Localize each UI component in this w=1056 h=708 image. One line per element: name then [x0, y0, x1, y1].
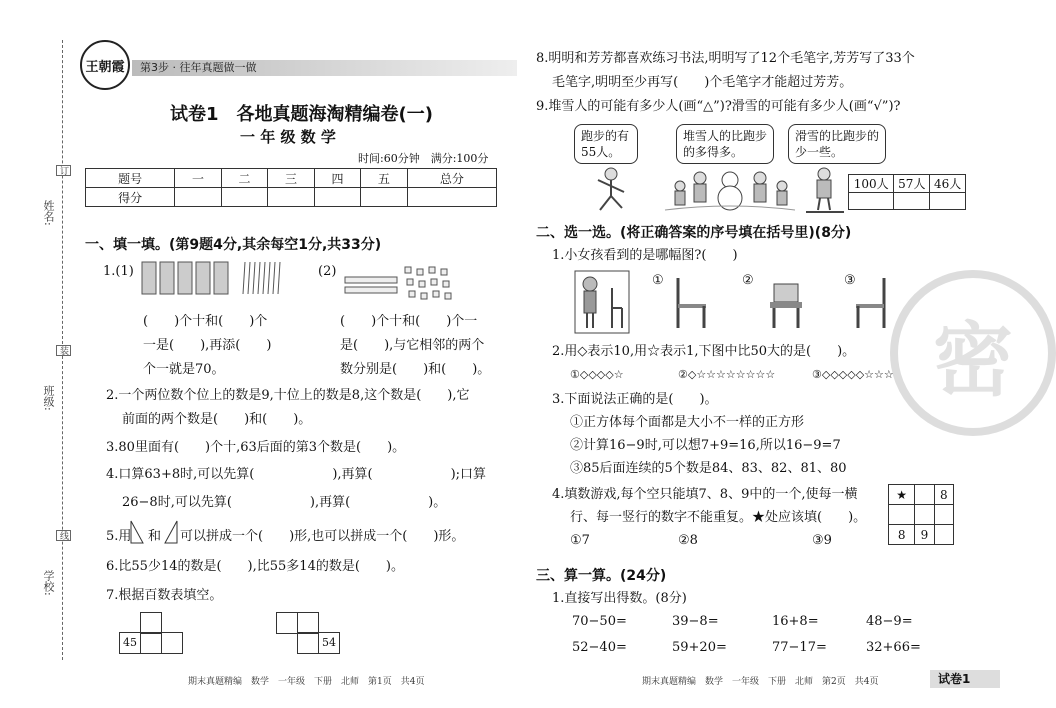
- class-label: 班级:: [42, 385, 55, 411]
- score-cell[interactable]: [221, 188, 267, 207]
- left-page: [0, 0, 520, 708]
- s2-q3-text: 3.下面说法正确的是( )。: [552, 392, 718, 407]
- grid-cell[interactable]: [915, 505, 934, 525]
- q1-right-line3: 数分别是( )和( )。: [340, 362, 491, 377]
- score-header: 一: [175, 169, 221, 188]
- q5-part-c: 可以拼成一个( )形,也可以拼成一个( )形。: [180, 529, 465, 544]
- left-footer: 期末真题精编 数学 一年级 下册 北师 第1页 共4页: [188, 677, 425, 687]
- snowman-children-figure: [660, 166, 800, 212]
- chair-side-view-1: [670, 276, 710, 330]
- grid-cell[interactable]: [915, 485, 934, 505]
- score-row-label: 得分: [86, 188, 175, 207]
- s2-q2-option-3: ③◇◇◇◇◇☆☆☆: [812, 368, 894, 381]
- calc-item[interactable]: 16+8=: [772, 614, 819, 629]
- grid-cell: 8: [934, 485, 953, 505]
- score-header: 总分: [407, 169, 496, 188]
- people-options-table: [848, 174, 966, 210]
- hundred-chart-cell[interactable]: [297, 632, 319, 654]
- s2-q4-option-3: ③9: [812, 533, 832, 548]
- q1-right-line2: 是( ),与它相邻的两个: [340, 338, 485, 353]
- publisher-logo: 王朝霞: [80, 40, 130, 90]
- score-cell[interactable]: [268, 188, 314, 207]
- paper-title: 试卷1 各地真题海淘精编卷(一): [170, 104, 433, 125]
- score-cell[interactable]: [407, 188, 496, 207]
- q3-text: 3.80里面有( )个十,63后面的第3个数是( )。: [106, 440, 406, 455]
- q6-text: 6.比55少14的数是( ),比55多14的数是( )。: [106, 559, 404, 574]
- grid-cell[interactable]: [934, 525, 953, 545]
- calc-item[interactable]: 52−40=: [572, 640, 627, 655]
- s3-q1-text: 1.直接写出得数。(8分): [552, 591, 687, 606]
- s2-q4-option-2: ②8: [678, 533, 698, 548]
- hundred-chart-cell[interactable]: [297, 612, 319, 634]
- margin-mark-1: 订: [56, 165, 71, 176]
- mark-cell[interactable]: [930, 193, 966, 210]
- score-cell[interactable]: [175, 188, 221, 207]
- hundred-chart-cell-45: 45: [119, 632, 141, 654]
- number-grid: [888, 484, 954, 545]
- grid-cell[interactable]: [889, 505, 915, 525]
- q7-text: 7.根据百数表填空。: [106, 588, 223, 603]
- hundred-chart-cell-54: 54: [318, 632, 340, 654]
- calc-item[interactable]: 48−9=: [866, 614, 913, 629]
- score-header: 四: [314, 169, 360, 188]
- right-triangle-mirror-icon: [164, 520, 178, 544]
- speech-bubble-running: 跑步的有55人。: [574, 124, 638, 164]
- q5-part-b: 和: [148, 529, 162, 544]
- score-table: [85, 168, 497, 207]
- margin-mark-2: 装: [56, 345, 71, 356]
- girl-and-chair-figure: [574, 270, 630, 334]
- grid-cell: 9: [915, 525, 934, 545]
- time-info: 时间:60分钟 满分:100分: [358, 152, 489, 165]
- q2-line2: 前面的两个数是( )和( )。: [122, 412, 312, 427]
- s2-q1-text: 1.小女孩看到的是哪幅图?( ): [552, 248, 738, 263]
- q1-left-line3: 个一就是70。: [143, 362, 225, 377]
- counting-blocks-figure: [345, 265, 495, 301]
- q1-right-line1: ( )个十和( )个一: [340, 314, 478, 329]
- score-cell[interactable]: [361, 188, 407, 207]
- score-header: 五: [361, 169, 407, 188]
- s2-q2-text: 2.用◇表示10,用☆表示1,下图中比50大的是( )。: [552, 344, 856, 359]
- grid-cell: 8: [889, 525, 915, 545]
- skiing-child-figure: [800, 166, 850, 216]
- q2-line1: 2.一个两位数个位上的数是9,十位上的数是8,这个数是( ),它: [106, 388, 470, 403]
- right-page: [520, 0, 1013, 708]
- mark-cell[interactable]: [894, 193, 930, 210]
- s2-q3-option-1: ①正方体每个面都是大小不一样的正方形: [570, 415, 805, 430]
- score-header: 二: [221, 169, 267, 188]
- hundred-chart-cell[interactable]: [276, 612, 298, 634]
- s2-q4-line2: 行、每一竖行的数字不能重复。★处应该填( )。: [570, 510, 867, 525]
- option-46: 46人: [930, 175, 966, 193]
- calc-item[interactable]: 39−8=: [672, 614, 719, 629]
- s2-q1-option-2: ②: [742, 273, 754, 288]
- q9-text: 9.堆雪人的可能有多少人(画“△”)?滑雪的可能有多少人(画“√”)?: [536, 99, 901, 114]
- q8-line1: 8.明明和芳芳都喜欢练习书法,明明写了12个毛笔字,芳芳写了33个: [536, 51, 915, 66]
- score-header: 三: [268, 169, 314, 188]
- q1-left-line2: 一是( ),再添( ): [143, 338, 272, 353]
- calc-item[interactable]: 77−17=: [772, 640, 827, 655]
- right-triangle-icon: [130, 520, 144, 544]
- hundred-chart-cell[interactable]: [140, 612, 162, 634]
- exam-tag: 试卷1: [938, 672, 971, 686]
- right-footer: 期末真题精编 数学 一年级 下册 北师 第2页 共4页: [642, 677, 879, 687]
- running-child-figure: [576, 166, 646, 212]
- name-label: 姓名:: [42, 200, 55, 226]
- calc-item[interactable]: 70−50=: [572, 614, 627, 629]
- s2-q3-option-3: ③85后面连续的5个数是84、83、82、81、80: [570, 461, 847, 476]
- section3-title: 三、算一算。(24分): [536, 568, 667, 584]
- speech-bubble-skiing: 滑雪的比跑步的少一些。: [788, 124, 886, 164]
- secret-seal-watermark: 密: [890, 270, 1056, 436]
- s2-q2-option-2: ②◇☆☆☆☆☆☆☆☆: [678, 368, 776, 381]
- s2-q3-option-2: ②计算16−9时,可以想7+9=16,所以16−9=7: [570, 438, 841, 453]
- q1-label-2: (2): [318, 264, 337, 279]
- hundred-chart-cell[interactable]: [140, 632, 162, 654]
- chair-front-view: [766, 276, 806, 330]
- s2-q4-line1: 4.填数游戏,每个空只能填7、8、9中的一个,使每一横: [552, 487, 858, 502]
- s2-q4-option-1: ①7: [570, 533, 590, 548]
- grid-cell-star: ★: [889, 485, 915, 505]
- s2-q1-option-1: ①: [652, 273, 664, 288]
- score-header: 题号: [86, 169, 175, 188]
- q4-line1: 4.口算63+8时,可以先算( ),再算( );口算: [106, 467, 487, 482]
- s2-q2-option-1: ①◇◇◇◇☆: [570, 368, 624, 381]
- step-label: 第3步 · 往年真题做一做: [140, 61, 257, 74]
- hundred-chart-cell[interactable]: [161, 632, 183, 654]
- q5-part-a: 5.用: [106, 529, 132, 544]
- q1-label-1: 1.(1): [103, 264, 134, 279]
- q1-left-line1: ( )个十和( )个: [143, 314, 268, 329]
- score-cell[interactable]: [314, 188, 360, 207]
- option-57: 57人: [894, 175, 930, 193]
- grid-cell[interactable]: [934, 505, 953, 525]
- q8-line2: 毛笔字,明明至少再写( )个毛笔字才能超过芳芳。: [552, 75, 853, 90]
- option-100: 100人: [849, 175, 894, 193]
- chair-side-view-2: [852, 276, 892, 330]
- stick-bundles-figure: [140, 260, 290, 296]
- speech-bubble-snowman: 堆雪人的比跑步的多得多。: [676, 124, 774, 164]
- margin-mark-3: 线: [56, 530, 71, 541]
- calc-item[interactable]: 59+20=: [672, 640, 727, 655]
- s2-q1-option-3: ③: [844, 273, 856, 288]
- school-label: 学校:: [42, 570, 55, 596]
- mark-cell[interactable]: [849, 193, 894, 210]
- calc-item[interactable]: 32+66=: [866, 640, 921, 655]
- q4-line2: 26−8时,可以先算( ),再算( )。: [122, 495, 447, 510]
- section1-title: 一、填一填。(第9题4分,其余每空1分,共33分): [85, 237, 382, 253]
- section2-title: 二、选一选。(将正确答案的序号填在括号里)(8分): [536, 225, 852, 241]
- paper-subtitle: 一 年 级 数 学: [240, 128, 336, 146]
